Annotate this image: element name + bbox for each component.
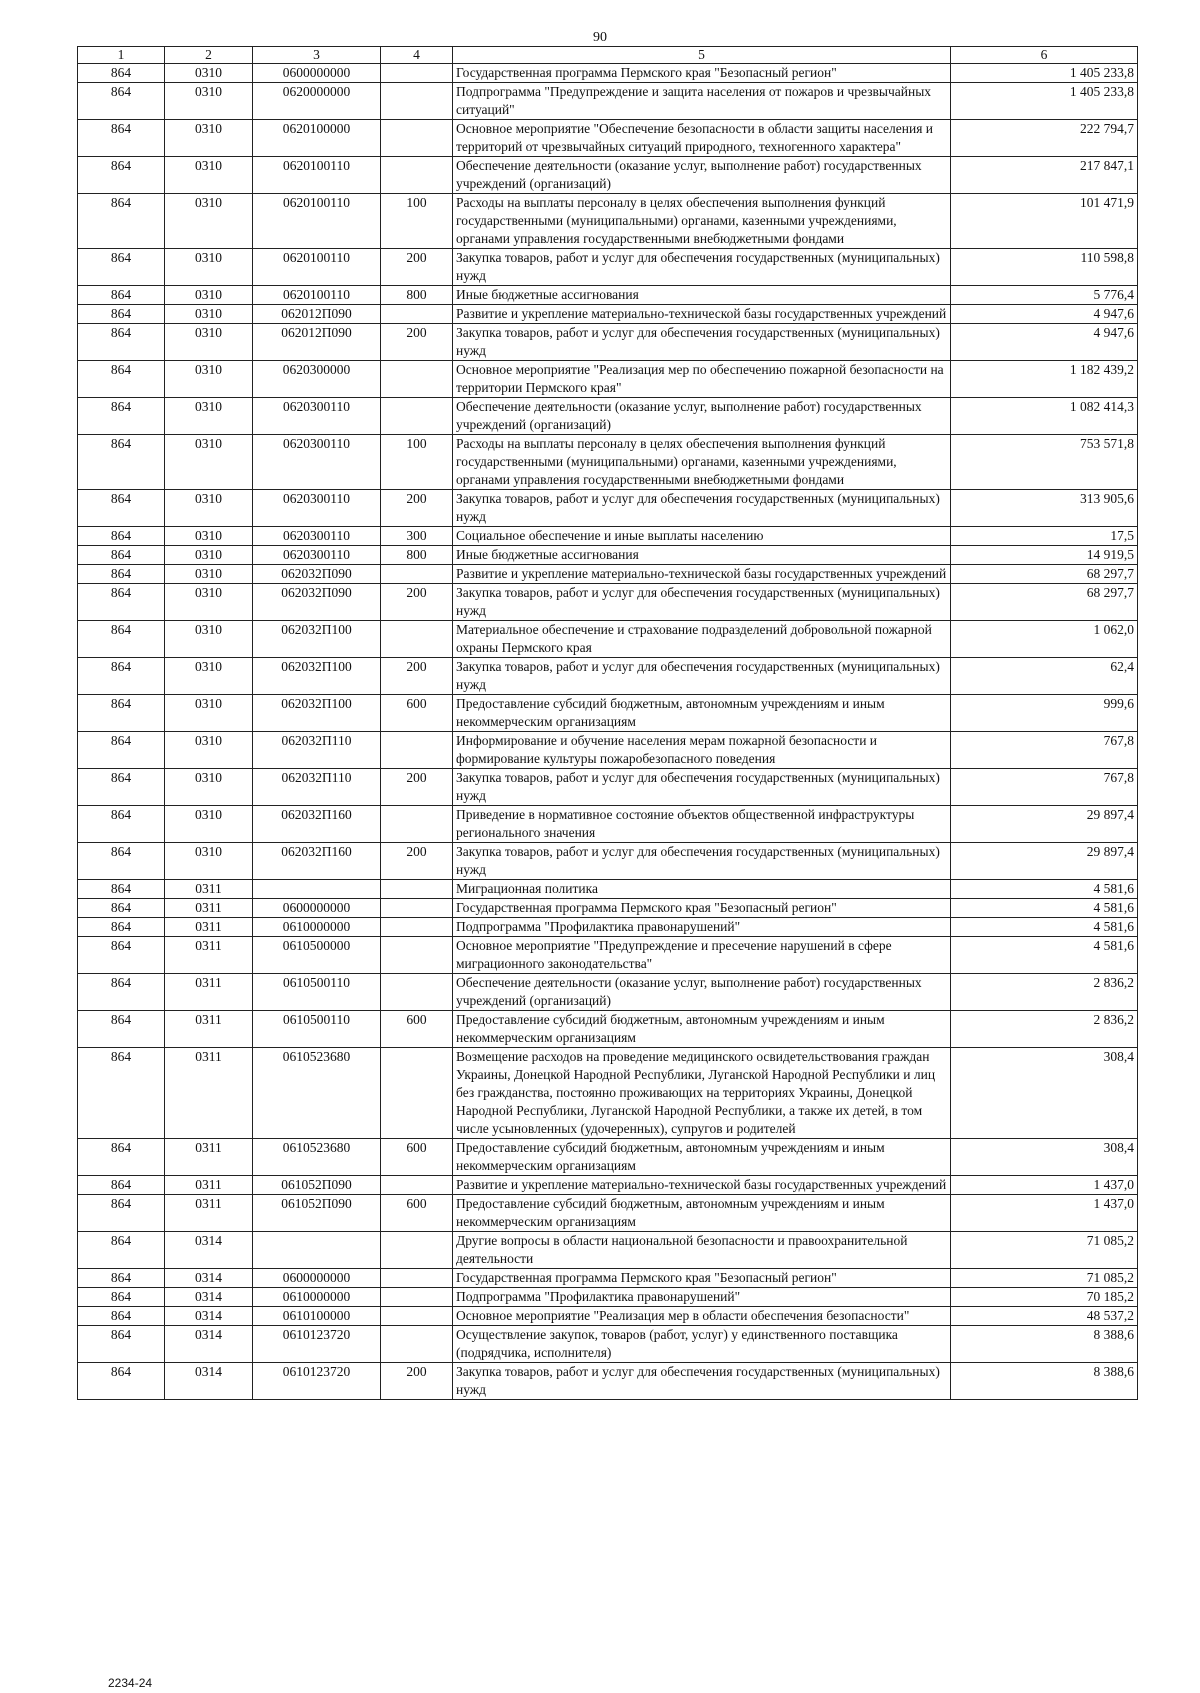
description-cell: Закупка товаров, работ и услуг для обеспечения государственных (муниципальных) нужд (453, 490, 951, 527)
ministry-code-cell: 864 (78, 120, 165, 157)
section-code-cell: 0310 (165, 695, 253, 732)
description-cell: Развитие и укрепление материально-технической базы государственных учреждений (453, 305, 951, 324)
ministry-code-cell: 864 (78, 286, 165, 305)
section-code-cell: 0310 (165, 249, 253, 286)
ministry-code-cell: 864 (78, 83, 165, 120)
description-cell: Государственная программа Пермского края "Безопасный регион" (453, 899, 951, 918)
section-code-cell: 0310 (165, 194, 253, 249)
section-code-cell: 0310 (165, 584, 253, 621)
table-row (78, 1363, 1138, 1400)
ministry-code-cell: 864 (78, 843, 165, 880)
table-row (78, 490, 1138, 527)
ministry-code-cell: 864 (78, 769, 165, 806)
description-cell: Расходы на выплаты персоналу в целях обеспечения выполнения функций государственными (муниципальными) органами, казенными учреждениями, органами управления государственными внебюджетными фондами (453, 194, 951, 249)
target-article-cell: 0620000000 (253, 83, 381, 120)
expense-type-cell: 100 (381, 435, 453, 490)
column-header: 2 (165, 47, 253, 64)
ministry-code-cell: 864 (78, 918, 165, 937)
description-cell: Информирование и обучение населения мерам пожарной безопасности и формирование культуры пожаробезопасного поведения (453, 732, 951, 769)
amount-cell: 4 947,6 (951, 305, 1138, 324)
table-row (78, 286, 1138, 305)
expense-type-cell: 200 (381, 490, 453, 527)
amount-cell: 4 947,6 (951, 324, 1138, 361)
ministry-code-cell: 864 (78, 937, 165, 974)
ministry-code-cell: 864 (78, 157, 165, 194)
target-article-cell: 0610100000 (253, 1307, 381, 1326)
column-header: 1 (78, 47, 165, 64)
expense-type-cell: 200 (381, 1363, 453, 1400)
target-article-cell: 0610500000 (253, 937, 381, 974)
section-code-cell: 0314 (165, 1269, 253, 1288)
description-cell: Развитие и укрепление материально-технической базы государственных учреждений (453, 1176, 951, 1195)
expense-type-cell: 800 (381, 546, 453, 565)
table-row (78, 937, 1138, 974)
amount-cell: 5 776,4 (951, 286, 1138, 305)
amount-cell: 8 388,6 (951, 1363, 1138, 1400)
amount-cell: 17,5 (951, 527, 1138, 546)
ministry-code-cell: 864 (78, 658, 165, 695)
ministry-code-cell: 864 (78, 1307, 165, 1326)
target-article-cell: 0610500110 (253, 1011, 381, 1048)
target-article-cell: 0620300110 (253, 398, 381, 435)
section-code-cell: 0311 (165, 1048, 253, 1139)
expense-type-cell: 200 (381, 843, 453, 880)
ministry-code-cell: 864 (78, 1011, 165, 1048)
amount-cell: 4 581,6 (951, 880, 1138, 899)
section-code-cell: 0310 (165, 732, 253, 769)
target-article-cell: 0620300110 (253, 490, 381, 527)
amount-cell: 308,4 (951, 1139, 1138, 1176)
target-article-cell: 062032П110 (253, 769, 381, 806)
table-row (78, 324, 1138, 361)
table-row (78, 1139, 1138, 1176)
amount-cell: 1 082 414,3 (951, 398, 1138, 435)
table-header (78, 47, 1138, 64)
table-row (78, 64, 1138, 83)
expense-type-cell (381, 974, 453, 1011)
expense-type-cell (381, 937, 453, 974)
expense-type-cell (381, 565, 453, 584)
table-row (78, 120, 1138, 157)
expense-type-cell (381, 1326, 453, 1363)
table-row (78, 527, 1138, 546)
ministry-code-cell: 864 (78, 732, 165, 769)
section-code-cell: 0311 (165, 880, 253, 899)
document-code: 2234-24 (108, 1676, 153, 1690)
section-code-cell: 0314 (165, 1326, 253, 1363)
description-cell: Обеспечение деятельности (оказание услуг, выполнение работ) государственных учреждений (организаций) (453, 974, 951, 1011)
expense-type-cell: 200 (381, 584, 453, 621)
table-row (78, 83, 1138, 120)
amount-cell: 753 571,8 (951, 435, 1138, 490)
amount-cell: 71 085,2 (951, 1269, 1138, 1288)
table-row (78, 1269, 1138, 1288)
expense-type-cell: 200 (381, 249, 453, 286)
amount-cell: 8 388,6 (951, 1326, 1138, 1363)
description-cell: Осуществление закупок, товаров (работ, услуг) у единственного поставщика (подрядчика, исполнителя) (453, 1326, 951, 1363)
table-row (78, 843, 1138, 880)
expense-type-cell: 600 (381, 1195, 453, 1232)
table-row (78, 1232, 1138, 1269)
section-code-cell: 0310 (165, 120, 253, 157)
ministry-code-cell: 864 (78, 1048, 165, 1139)
ministry-code-cell: 864 (78, 584, 165, 621)
section-code-cell: 0310 (165, 527, 253, 546)
description-cell: Приведение в нормативное состояние объектов общественной инфраструктуры регионального значения (453, 806, 951, 843)
target-article-cell: 0620100000 (253, 120, 381, 157)
table-row (78, 157, 1138, 194)
amount-cell: 48 537,2 (951, 1307, 1138, 1326)
ministry-code-cell: 864 (78, 565, 165, 584)
expense-type-cell: 200 (381, 324, 453, 361)
ministry-code-cell: 864 (78, 490, 165, 527)
section-code-cell: 0310 (165, 806, 253, 843)
ministry-code-cell: 864 (78, 880, 165, 899)
ministry-code-cell: 864 (78, 324, 165, 361)
target-article-cell: 0620100110 (253, 194, 381, 249)
ministry-code-cell: 864 (78, 1195, 165, 1232)
section-code-cell: 0310 (165, 546, 253, 565)
column-header: 5 (453, 47, 951, 64)
amount-cell: 767,8 (951, 769, 1138, 806)
amount-cell: 68 297,7 (951, 565, 1138, 584)
ministry-code-cell: 864 (78, 64, 165, 83)
description-cell: Основное мероприятие "Обеспечение безопасности в области защиты населения и территорий от чрезвычайных ситуаций природного, техногенного характера" (453, 120, 951, 157)
target-article-cell: 062032П110 (253, 732, 381, 769)
amount-cell: 70 185,2 (951, 1288, 1138, 1307)
section-code-cell: 0310 (165, 398, 253, 435)
description-cell: Предоставление субсидий бюджетным, автономным учреждениям и иным некоммерческим организациям (453, 1139, 951, 1176)
table-row (78, 918, 1138, 937)
amount-cell: 1 437,0 (951, 1176, 1138, 1195)
amount-cell: 29 897,4 (951, 806, 1138, 843)
section-code-cell: 0310 (165, 361, 253, 398)
table-row (78, 732, 1138, 769)
description-cell: Основное мероприятие "Реализация мер в области обеспечения безопасности" (453, 1307, 951, 1326)
target-article-cell: 062012П090 (253, 324, 381, 361)
amount-cell: 1 062,0 (951, 621, 1138, 658)
section-code-cell: 0310 (165, 157, 253, 194)
table-row (78, 546, 1138, 565)
target-article-cell: 0610000000 (253, 1288, 381, 1307)
amount-cell: 29 897,4 (951, 843, 1138, 880)
expense-type-cell: 800 (381, 286, 453, 305)
target-article-cell: 0610523680 (253, 1048, 381, 1139)
description-cell: Закупка товаров, работ и услуг для обеспечения государственных (муниципальных) нужд (453, 324, 951, 361)
target-article-cell: 0620300110 (253, 546, 381, 565)
description-cell: Закупка товаров, работ и услуг для обеспечения государственных (муниципальных) нужд (453, 1363, 951, 1400)
table-row (78, 974, 1138, 1011)
expense-type-cell: 600 (381, 695, 453, 732)
expense-type-cell (381, 83, 453, 120)
ministry-code-cell: 864 (78, 1326, 165, 1363)
amount-cell: 71 085,2 (951, 1232, 1138, 1269)
section-code-cell: 0311 (165, 1195, 253, 1232)
table-row (78, 1195, 1138, 1232)
section-code-cell: 0310 (165, 324, 253, 361)
expense-type-cell (381, 305, 453, 324)
amount-cell: 62,4 (951, 658, 1138, 695)
amount-cell: 14 919,5 (951, 546, 1138, 565)
section-code-cell: 0311 (165, 899, 253, 918)
expense-type-cell (381, 1232, 453, 1269)
ministry-code-cell: 864 (78, 1232, 165, 1269)
table-body (78, 64, 1138, 1400)
column-header: 6 (951, 47, 1138, 64)
description-cell: Предоставление субсидий бюджетным, автономным учреждениям и иным некоммерческим организациям (453, 1011, 951, 1048)
target-article-cell: 0620100110 (253, 157, 381, 194)
ministry-code-cell: 864 (78, 1176, 165, 1195)
expense-type-cell (381, 1269, 453, 1288)
section-code-cell: 0314 (165, 1288, 253, 1307)
target-article-cell: 062012П090 (253, 305, 381, 324)
amount-cell: 308,4 (951, 1048, 1138, 1139)
section-code-cell: 0314 (165, 1232, 253, 1269)
section-code-cell: 0314 (165, 1307, 253, 1326)
table-row (78, 584, 1138, 621)
target-article-cell: 0620300000 (253, 361, 381, 398)
table-row (78, 621, 1138, 658)
ministry-code-cell: 864 (78, 398, 165, 435)
column-header: 4 (381, 47, 453, 64)
expense-type-cell (381, 1288, 453, 1307)
section-code-cell: 0310 (165, 843, 253, 880)
description-cell: Государственная программа Пермского края "Безопасный регион" (453, 64, 951, 83)
description-cell: Государственная программа Пермского края "Безопасный регион" (453, 1269, 951, 1288)
table-row (78, 1048, 1138, 1139)
description-cell: Развитие и укрепление материально-технической базы государственных учреждений (453, 565, 951, 584)
description-cell: Другие вопросы в области национальной безопасности и правоохранительной деятельности (453, 1232, 951, 1269)
section-code-cell: 0310 (165, 435, 253, 490)
description-cell: Подпрограмма "Профилактика правонарушений" (453, 1288, 951, 1307)
table-row (78, 1288, 1138, 1307)
expense-type-cell (381, 621, 453, 658)
target-article-cell: 062032П100 (253, 621, 381, 658)
description-cell: Основное мероприятие "Предупреждение и пресечение нарушений в сфере миграционного законодательства" (453, 937, 951, 974)
description-cell: Иные бюджетные ассигнования (453, 286, 951, 305)
amount-cell: 2 836,2 (951, 1011, 1138, 1048)
ministry-code-cell: 864 (78, 621, 165, 658)
description-cell: Иные бюджетные ассигнования (453, 546, 951, 565)
description-cell: Обеспечение деятельности (оказание услуг, выполнение работ) государственных учреждений (организаций) (453, 398, 951, 435)
ministry-code-cell: 864 (78, 1269, 165, 1288)
section-code-cell: 0314 (165, 1363, 253, 1400)
amount-cell: 999,6 (951, 695, 1138, 732)
ministry-code-cell: 864 (78, 1363, 165, 1400)
ministry-code-cell: 864 (78, 1288, 165, 1307)
description-cell: Закупка товаров, работ и услуг для обеспечения государственных (муниципальных) нужд (453, 249, 951, 286)
description-cell: Подпрограмма "Предупреждение и защита населения от пожаров и чрезвычайных ситуаций" (453, 83, 951, 120)
table-row (78, 695, 1138, 732)
amount-cell: 4 581,6 (951, 918, 1138, 937)
description-cell: Материальное обеспечение и страхование подразделений добровольной пожарной охраны Пермского края (453, 621, 951, 658)
target-article-cell: 062032П090 (253, 584, 381, 621)
table-row (78, 1011, 1138, 1048)
table-row (78, 899, 1138, 918)
section-code-cell: 0310 (165, 286, 253, 305)
amount-cell: 217 847,1 (951, 157, 1138, 194)
section-code-cell: 0311 (165, 1176, 253, 1195)
section-code-cell: 0310 (165, 64, 253, 83)
target-article-cell (253, 1232, 381, 1269)
target-article-cell: 062032П100 (253, 658, 381, 695)
amount-cell: 1 437,0 (951, 1195, 1138, 1232)
amount-cell: 68 297,7 (951, 584, 1138, 621)
expense-type-cell (381, 120, 453, 157)
ministry-code-cell: 864 (78, 806, 165, 843)
target-article-cell: 0600000000 (253, 64, 381, 83)
section-code-cell: 0310 (165, 621, 253, 658)
table-row (78, 398, 1138, 435)
expense-type-cell (381, 1176, 453, 1195)
expense-type-cell: 600 (381, 1011, 453, 1048)
ministry-code-cell: 864 (78, 1139, 165, 1176)
target-article-cell: 062032П160 (253, 843, 381, 880)
target-article-cell: 0610523680 (253, 1139, 381, 1176)
expense-type-cell: 100 (381, 194, 453, 249)
section-code-cell: 0311 (165, 937, 253, 974)
expense-type-cell (381, 1307, 453, 1326)
target-article-cell (253, 880, 381, 899)
table-row (78, 305, 1138, 324)
expense-type-cell (381, 918, 453, 937)
ministry-code-cell: 864 (78, 435, 165, 490)
description-cell: Предоставление субсидий бюджетным, автономным учреждениям и иным некоммерческим организациям (453, 1195, 951, 1232)
budget-table (77, 46, 1138, 1400)
description-cell: Миграционная политика (453, 880, 951, 899)
section-code-cell: 0311 (165, 1011, 253, 1048)
section-code-cell: 0310 (165, 490, 253, 527)
description-cell: Социальное обеспечение и иные выплаты населению (453, 527, 951, 546)
ministry-code-cell: 864 (78, 249, 165, 286)
table-row (78, 1307, 1138, 1326)
section-code-cell: 0311 (165, 974, 253, 1011)
ministry-code-cell: 864 (78, 527, 165, 546)
description-cell: Возмещение расходов на проведение медицинского освидетельствования граждан Украины, Донецкой Народной Республики, Луганской Народной Республики и лиц без гражданства, постоянно проживающих на территориях Украины, Донецкой Народной Республики, Луганской Народной Республики, а также их детей, в том числе усыновленных (удочеренных), супругов и родителей (453, 1048, 951, 1139)
amount-cell: 110 598,8 (951, 249, 1138, 286)
expense-type-cell: 200 (381, 769, 453, 806)
expense-type-cell (381, 806, 453, 843)
amount-cell: 101 471,9 (951, 194, 1138, 249)
table-row (78, 249, 1138, 286)
target-article-cell: 0600000000 (253, 1269, 381, 1288)
amount-cell: 313 905,6 (951, 490, 1138, 527)
description-cell: Закупка товаров, работ и услуг для обеспечения государственных (муниципальных) нужд (453, 769, 951, 806)
section-code-cell: 0310 (165, 83, 253, 120)
description-cell: Предоставление субсидий бюджетным, автономным учреждениям и иным некоммерческим организациям (453, 695, 951, 732)
target-article-cell: 0620100110 (253, 249, 381, 286)
ministry-code-cell: 864 (78, 974, 165, 1011)
expense-type-cell (381, 880, 453, 899)
target-article-cell: 062032П160 (253, 806, 381, 843)
section-code-cell: 0310 (165, 769, 253, 806)
expense-type-cell: 600 (381, 1139, 453, 1176)
expense-type-cell (381, 361, 453, 398)
target-article-cell: 0620300110 (253, 435, 381, 490)
table-row (78, 435, 1138, 490)
amount-cell: 1 182 439,2 (951, 361, 1138, 398)
description-cell: Расходы на выплаты персоналу в целях обеспечения выполнения функций государственными (муниципальными) органами, казенными учреждениями, органами управления государственными внебюджетными фондами (453, 435, 951, 490)
amount-cell: 222 794,7 (951, 120, 1138, 157)
expense-type-cell (381, 1048, 453, 1139)
table-row (78, 769, 1138, 806)
amount-cell: 4 581,6 (951, 899, 1138, 918)
expense-type-cell (381, 64, 453, 83)
description-cell: Основное мероприятие "Реализация мер по обеспечению пожарной безопасности на территории Пермского края" (453, 361, 951, 398)
column-header: 3 (253, 47, 381, 64)
target-article-cell: 061052П090 (253, 1176, 381, 1195)
target-article-cell: 0610000000 (253, 918, 381, 937)
section-code-cell: 0311 (165, 918, 253, 937)
amount-cell: 1 405 233,8 (951, 83, 1138, 120)
amount-cell: 4 581,6 (951, 937, 1138, 974)
table-row (78, 194, 1138, 249)
amount-cell: 2 836,2 (951, 974, 1138, 1011)
target-article-cell: 0600000000 (253, 899, 381, 918)
target-article-cell: 0610123720 (253, 1363, 381, 1400)
description-cell: Закупка товаров, работ и услуг для обеспечения государственных (муниципальных) нужд (453, 843, 951, 880)
target-article-cell: 062032П090 (253, 565, 381, 584)
expense-type-cell: 300 (381, 527, 453, 546)
expense-type-cell (381, 398, 453, 435)
ministry-code-cell: 864 (78, 695, 165, 732)
ministry-code-cell: 864 (78, 194, 165, 249)
section-code-cell: 0310 (165, 565, 253, 584)
ministry-code-cell: 864 (78, 305, 165, 324)
section-code-cell: 0310 (165, 305, 253, 324)
target-article-cell: 061052П090 (253, 1195, 381, 1232)
amount-cell: 1 405 233,8 (951, 64, 1138, 83)
description-cell: Обеспечение деятельности (оказание услуг, выполнение работ) государственных учреждений (организаций) (453, 157, 951, 194)
table-row (78, 658, 1138, 695)
description-cell: Закупка товаров, работ и услуг для обеспечения государственных (муниципальных) нужд (453, 584, 951, 621)
ministry-code-cell: 864 (78, 361, 165, 398)
amount-cell: 767,8 (951, 732, 1138, 769)
page-number: 90 (593, 30, 607, 45)
section-code-cell: 0311 (165, 1139, 253, 1176)
table-row (78, 361, 1138, 398)
table-row (78, 880, 1138, 899)
description-cell: Закупка товаров, работ и услуг для обеспечения государственных (муниципальных) нужд (453, 658, 951, 695)
section-code-cell: 0310 (165, 658, 253, 695)
table-row (78, 806, 1138, 843)
target-article-cell: 0620100110 (253, 286, 381, 305)
table-row (78, 1326, 1138, 1363)
target-article-cell: 0620300110 (253, 527, 381, 546)
expense-type-cell (381, 899, 453, 918)
expense-type-cell: 200 (381, 658, 453, 695)
table-row (78, 1176, 1138, 1195)
expense-type-cell (381, 157, 453, 194)
target-article-cell: 0610123720 (253, 1326, 381, 1363)
ministry-code-cell: 864 (78, 546, 165, 565)
target-article-cell: 062032П100 (253, 695, 381, 732)
target-article-cell: 0610500110 (253, 974, 381, 1011)
ministry-code-cell: 864 (78, 899, 165, 918)
table-row (78, 565, 1138, 584)
description-cell: Подпрограмма "Профилактика правонарушений" (453, 918, 951, 937)
expense-type-cell (381, 732, 453, 769)
header-row (78, 47, 1138, 64)
